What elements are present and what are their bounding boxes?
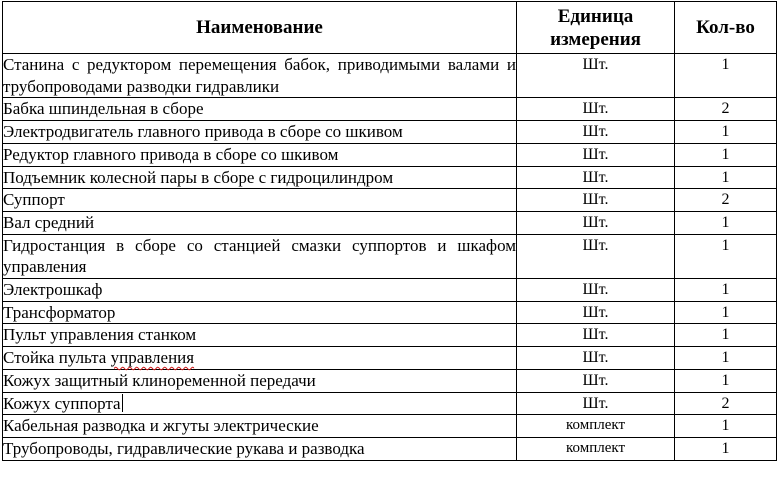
table-row	[3, 301, 777, 324]
cell-unit[interactable]: Шт.	[517, 121, 675, 144]
cell-qty[interactable]: 1	[675, 234, 777, 278]
cell-name-text: Электродвигатель главного привода в сборе со шкивом	[3, 122, 403, 142]
cell-unit[interactable]: Шт.	[517, 234, 675, 278]
cell-unit[interactable]: Шт.	[517, 347, 675, 370]
table-row	[3, 98, 777, 121]
cell-name[interactable]	[3, 324, 517, 347]
cell-qty[interactable]: 1	[675, 166, 777, 189]
cell-name-text: Бабка шпиндельная в сборе	[3, 99, 204, 119]
cell-name-text: Кожух защитный клиноременной передачи	[3, 370, 316, 390]
cell-unit[interactable]: Шт.	[517, 211, 675, 234]
table-row	[3, 324, 777, 347]
table-row	[3, 392, 777, 415]
table-row	[3, 121, 777, 144]
cell-name[interactable]	[3, 143, 517, 166]
cell-name-text: Стойка пульта	[3, 348, 111, 368]
cell-name-text: Трубопроводы, гидравлические рукава и разводка	[3, 438, 365, 458]
table-row	[3, 369, 777, 392]
cell-name[interactable]	[3, 392, 517, 415]
cell-unit[interactable]: Шт.	[517, 324, 675, 347]
header-name[interactable]: Наименование	[3, 2, 517, 54]
cell-name-text: Кожух суппорта	[3, 393, 121, 413]
cell-name[interactable]	[3, 166, 517, 189]
cell-name[interactable]	[3, 189, 517, 212]
cell-qty[interactable]: 1	[675, 347, 777, 370]
cell-name-text: Гидростанция в сборе со станцией смазки суппортов и шкафом управления	[3, 235, 516, 277]
cell-qty[interactable]: 1	[675, 143, 777, 166]
cell-name-text: Редуктор главного привода в сборе со шкивом	[3, 144, 339, 164]
cell-qty[interactable]: 1	[675, 415, 777, 438]
cell-name-text: Вал средний	[3, 212, 95, 232]
cell-unit[interactable]: Шт.	[517, 369, 675, 392]
cell-name[interactable]	[3, 347, 517, 370]
table-row	[3, 279, 777, 302]
cell-unit[interactable]: Шт.	[517, 301, 675, 324]
cell-qty[interactable]: 1	[675, 437, 777, 460]
equipment-table	[2, 1, 777, 461]
cell-unit[interactable]: комплект	[517, 415, 675, 438]
cell-name[interactable]	[3, 234, 517, 278]
cell-unit[interactable]: Шт.	[517, 189, 675, 212]
table-body	[3, 54, 777, 461]
cell-qty[interactable]: 2	[675, 189, 777, 212]
cell-unit[interactable]: Шт.	[517, 166, 675, 189]
cell-name-text: Станина с редуктором перемещения бабок, приводимыми валами и трубопроводами разводки гидравлики	[3, 55, 516, 96]
cell-qty[interactable]: 2	[675, 392, 777, 415]
cell-qty[interactable]: 1	[675, 301, 777, 324]
cell-name-text: Суппорт	[3, 190, 65, 210]
table-row	[3, 143, 777, 166]
cell-name[interactable]	[3, 98, 517, 121]
table-row	[3, 437, 777, 460]
cell-qty[interactable]: 1	[675, 279, 777, 302]
cell-qty[interactable]: 1	[675, 369, 777, 392]
cell-unit[interactable]: комплект	[517, 437, 675, 460]
table-row	[3, 54, 777, 98]
cell-name[interactable]	[3, 437, 517, 460]
header-qty[interactable]: Кол-во	[675, 2, 777, 54]
cell-name[interactable]	[3, 211, 517, 234]
cell-unit[interactable]: Шт.	[517, 143, 675, 166]
cell-qty[interactable]: 2	[675, 98, 777, 121]
cell-qty[interactable]: 1	[675, 211, 777, 234]
table-row	[3, 189, 777, 212]
cell-qty[interactable]: 1	[675, 54, 777, 98]
table-row	[3, 347, 777, 370]
cell-name-text: Подъемник колесной пары в сборе с гидроцилиндром	[3, 167, 394, 187]
cell-unit[interactable]: Шт.	[517, 392, 675, 415]
cell-unit[interactable]: Шт.	[517, 54, 675, 98]
table-row	[3, 234, 777, 278]
table-row	[3, 211, 777, 234]
cell-name[interactable]	[3, 301, 517, 324]
table-row	[3, 415, 777, 438]
table-row	[3, 166, 777, 189]
cell-name-text: Трансформатор	[3, 302, 116, 322]
table-header-row	[3, 2, 777, 54]
cell-unit[interactable]: Шт.	[517, 279, 675, 302]
cell-name-text: Электрошкаф	[3, 280, 103, 300]
cell-name[interactable]	[3, 369, 517, 392]
cell-name-text: Кабельная разводка и жгуты электрические	[3, 416, 319, 436]
cell-name[interactable]	[3, 279, 517, 302]
spellcheck-marked-word: управления	[110, 348, 195, 368]
cell-qty[interactable]: 1	[675, 324, 777, 347]
cell-name-text: Пульт управления станком	[3, 325, 197, 345]
cell-qty[interactable]: 1	[675, 121, 777, 144]
cell-unit[interactable]: Шт.	[517, 98, 675, 121]
cell-name[interactable]	[3, 121, 517, 144]
header-unit[interactable]: Единица измерения	[517, 2, 675, 54]
text-cursor	[122, 394, 123, 412]
cell-name[interactable]	[3, 415, 517, 438]
cell-name[interactable]	[3, 54, 517, 98]
